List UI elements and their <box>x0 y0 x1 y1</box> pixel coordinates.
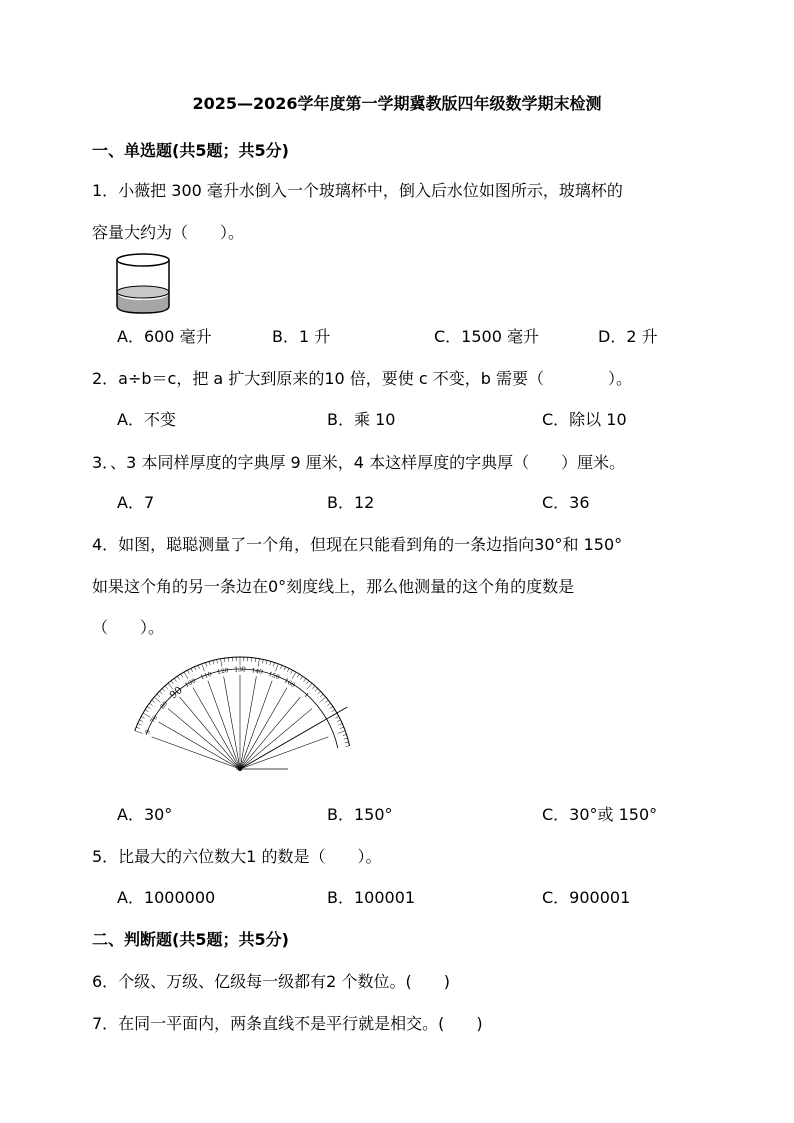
protractor-tick <box>262 659 263 663</box>
protractor-tick <box>300 676 302 679</box>
protractor-tick <box>198 665 199 669</box>
q4-option-c: C．30°或 150° <box>542 805 658 824</box>
protractor-tick <box>273 662 274 666</box>
protractor-tick <box>343 734 347 735</box>
question-4-text-cont: 如果这个角的另一条边在0°刻度线上，那么他测量的这个角的度数是 <box>92 577 575 596</box>
protractor-tick <box>224 658 225 662</box>
protractor-tick <box>307 683 312 689</box>
question-6-text: 6．个级、万级、亿级每一级都有2 个数位。( ) <box>92 972 450 991</box>
protractor-tick <box>194 667 196 671</box>
protractor-tick <box>340 727 344 728</box>
section-heading-single-choice: 一、单选题(共5题；共5分) <box>92 141 289 160</box>
q2-option-a: A．不变 <box>117 410 176 429</box>
protractor-scale-label: 130 <box>234 666 246 674</box>
question-5-text: 5．比最大的六位数大1 的数是（ ）。 <box>92 847 382 866</box>
q1-option-a: A．600 毫升 <box>117 327 212 346</box>
protractor-tick <box>255 658 256 662</box>
protractor-tick <box>154 697 160 702</box>
protractor-scale-label: 70 <box>149 714 160 725</box>
protractor-tick <box>332 710 335 712</box>
protractor-tick <box>138 723 142 725</box>
protractor-scale-label: 90 <box>167 684 185 702</box>
q1-option-b: B．1 升 <box>272 327 331 346</box>
protractor-tick <box>171 681 173 684</box>
page-title: 2025—2026学年度第一学期冀教版四年级数学期末检测 <box>192 94 602 113</box>
protractor-tick <box>184 672 188 679</box>
protractor-tick <box>346 746 350 747</box>
protractor-scale-label: 140 <box>250 667 264 676</box>
protractor-figure <box>144 655 355 775</box>
protractor-center <box>238 767 242 771</box>
q3-option-c: C．36 <box>542 493 590 512</box>
section-heading-true-false: 二、判断题(共5题；共5分) <box>92 930 289 949</box>
protractor-tick <box>297 674 299 677</box>
protractor-tick <box>303 678 305 681</box>
protractor-tick <box>327 703 330 705</box>
protractor-tick <box>284 667 286 671</box>
protractor-tick <box>287 668 289 672</box>
glass-cup-figure <box>114 252 174 314</box>
protractor-tick <box>157 694 160 697</box>
question-2-text: 2．a÷b＝c，把 a 扩大到原来的10 倍，要使 c 不变，b 需要（ ）。 <box>92 369 632 388</box>
protractor-tick <box>320 694 323 697</box>
protractor-tick <box>339 723 343 725</box>
question-1-text-cont: 容量大约为（ ）。 <box>92 223 245 242</box>
q2-option-b: B．乘 10 <box>327 410 396 429</box>
protractor-tick <box>143 713 150 717</box>
protractor-tick <box>325 700 328 702</box>
question-7-text: 7．在同一平面内，两条直线不是平行就是相交。( ) <box>92 1014 483 1033</box>
q5-option-b: B．100001 <box>327 888 416 907</box>
protractor-tick <box>209 661 210 665</box>
protractor-tick <box>337 720 341 722</box>
protractor-tick <box>177 676 179 679</box>
protractor-tick <box>344 738 348 739</box>
q1-option-d: D．2 升 <box>598 327 658 346</box>
angle-side-line <box>240 707 347 769</box>
protractor-tick <box>213 660 214 664</box>
protractor-tick <box>338 731 346 734</box>
protractor-tick <box>318 691 321 694</box>
protractor-tick <box>152 700 155 702</box>
protractor-scale-label: 110 <box>199 670 213 682</box>
protractor-tick <box>312 686 315 689</box>
q5-option-c: C．900001 <box>542 888 631 907</box>
protractor-scale-label: 9 <box>144 728 153 735</box>
protractor-tick <box>162 688 165 691</box>
protractor-tick <box>217 659 218 663</box>
protractor-tick <box>136 727 140 728</box>
protractor-tick <box>191 668 193 672</box>
protractor-tick <box>159 691 162 694</box>
protractor-tick <box>345 742 349 743</box>
protractor-tick <box>135 731 143 734</box>
question-4-text-cont-2: （ ）。 <box>92 618 165 637</box>
q4-option-b: B．150° <box>327 805 393 824</box>
protractor-tick <box>139 720 143 722</box>
protractor-scale-label: 150 <box>267 670 281 682</box>
protractor-tick <box>149 703 152 705</box>
question-4-text: 4．如图，聪聪测量了一个角，但现在只能看到角的一条边指向30°和 150° <box>92 535 623 554</box>
protractor-tick <box>291 670 293 674</box>
protractor-tick <box>174 678 176 681</box>
protractor-tick <box>335 716 339 718</box>
protractor-tick <box>165 686 168 689</box>
protractor-tick <box>306 681 308 684</box>
protractor-tick <box>270 661 271 665</box>
q2-option-c: C．除以 10 <box>542 410 627 429</box>
protractor-tick <box>266 660 267 664</box>
protractor-scale-label: 80 <box>159 700 170 711</box>
protractor-scale-label: 160 <box>282 677 297 690</box>
q4-option-a: A．30° <box>117 805 173 824</box>
protractor-tick <box>141 716 145 718</box>
protractor-tick <box>320 697 326 702</box>
protractor-tick <box>292 672 296 679</box>
q3-option-a: A．7 <box>117 493 155 512</box>
q5-option-a: A．1000000 <box>117 888 216 907</box>
protractor-tick <box>181 674 183 677</box>
protractor-scale-label: 1 <box>302 691 311 700</box>
protractor-tick <box>202 664 205 672</box>
question-3-text: 3．、3 本同样厚度的字典厚 9 厘米，4 本这样厚度的字典厚（ ）厘米。 <box>92 453 626 472</box>
protractor-scale-label: 120 <box>216 667 230 676</box>
protractor-tick <box>187 670 189 674</box>
protractor-tick <box>280 665 281 669</box>
protractor-tick <box>276 664 279 672</box>
question-1-text: 1．小薇把 300 毫升水倒入一个玻璃杯中，倒入后水位如图所示，玻璃杯的 <box>92 181 623 200</box>
protractor-tick <box>315 688 318 691</box>
q3-option-b: B．12 <box>327 493 375 512</box>
protractor-tick <box>205 662 206 666</box>
protractor-radial-line <box>159 722 240 769</box>
protractor-scale-label: 100 <box>183 677 198 690</box>
protractor-tick <box>147 706 150 708</box>
protractor-tick <box>221 659 222 667</box>
q1-option-c: C．1500 毫升 <box>434 327 539 346</box>
protractor-tick <box>330 706 333 708</box>
protractor-tick <box>258 659 259 667</box>
protractor-tick <box>145 710 148 712</box>
